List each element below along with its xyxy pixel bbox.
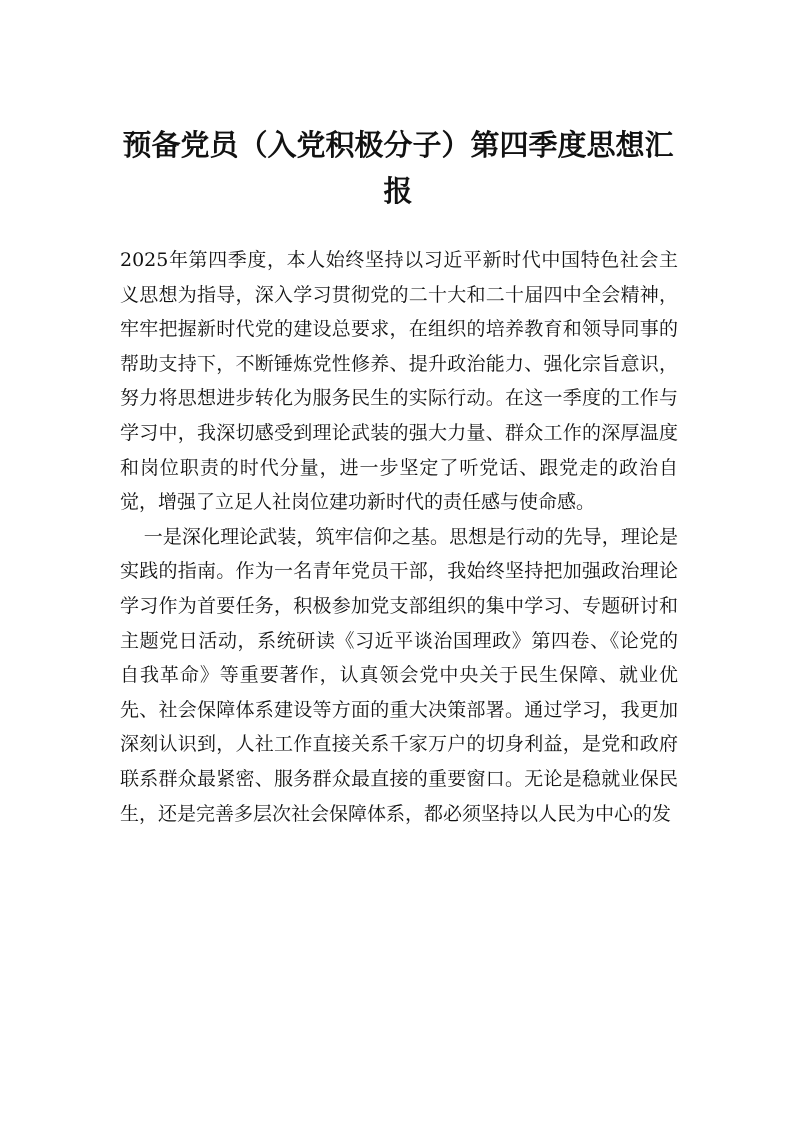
body-paragraph-2: 一是深化理论武装，筑牢信仰之基。思想是行动的先导，理论是实践的指南。作为一名青年党员干部，我始终坚持把加强政治理论学习作为首要任务，积极参加党支部组织的集中学习、专题研讨和主题党日活动，系统研读《习近平谈治国理政》第四卷、《论党的自我革命》等重要著作，认真领会党中央关于民生保障、就业优先、社会保障体系建设等方面的重大决策部署。通过学习，我更加深刻认识到，人社工作直接关系千家万户的切身利益，是党和政府联系群众最紧密、服务群众最直接的重要窗口。无论是稳就业保民生，还是完善多层次社会保障体系，都必须坚持以人民为中心的发 — [120, 525, 678, 825]
document-title: 预备党员（入党积极分子）第四季度思想汇报 — [122, 128, 674, 208]
body-paragraph-1: 2025年第四季度，本人始终坚持以习近平新时代中国特色社会主义思想为指导，深入学习贯彻党的二十大和二十届四中全会精神，牢牢把握新时代党的建设总要求，在组织的培养教育和领导同事的帮助支持下，不断锤炼党性修养、提升政治能力、强化宗旨意识，努力将思想进步转化为服务民生的实际行动。在这一季度的工作与学习中，我深切感受到理论武装的强大力量、群众工作的深厚温度和岗位职责的时代分量，进一步坚定了听党话、跟党走的政治自觉，增强了立足人社岗位建功新时代的责任感与使命感。 — [120, 249, 678, 514]
document-body — [120, 243, 678, 831]
